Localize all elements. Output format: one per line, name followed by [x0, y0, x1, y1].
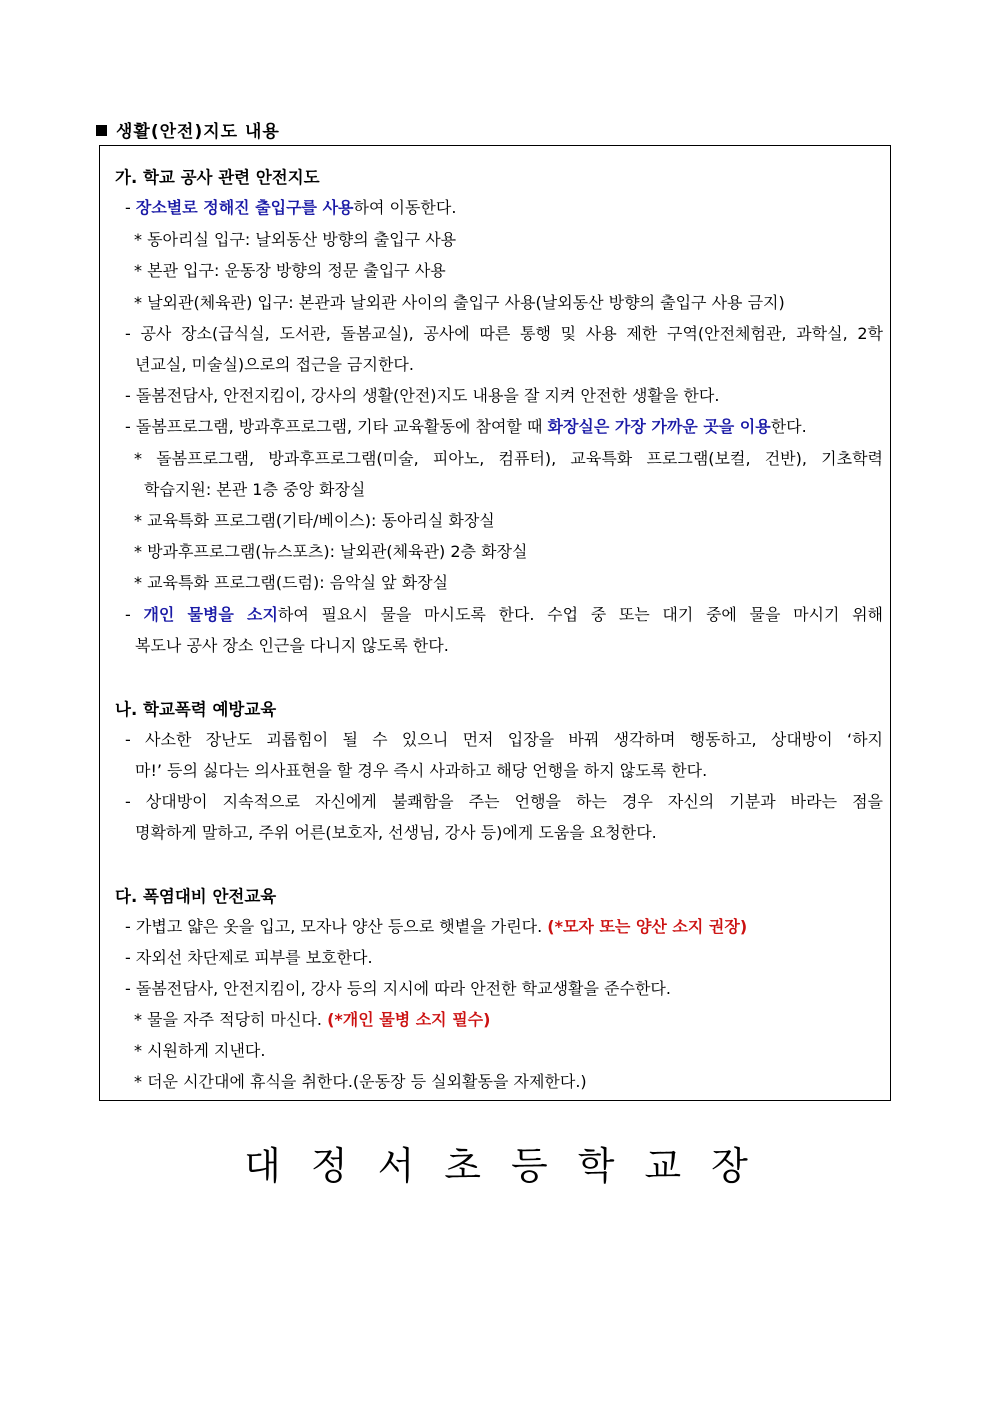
da-line-4 [134, 1007, 490, 1030]
na-line-3: - 상대방이 지속적으로 자신에게 불쾌함을 주는 언행을 하는 경우 자신의 기분과 바라는 점을 [125, 792, 883, 811]
da-line-2: - 자외선 차단제로 피부를 보호한다. [125, 948, 373, 967]
na-line-1: - 사소한 장난도 괴롭힘이 될 수 있으니 먼저 입장을 바꿔 생각하며 행동하고, 상대방이 ‘하지 [125, 730, 883, 749]
section-ga-title: 가. 학교 공사 관련 안전지도 [115, 168, 320, 187]
ga-line-10: 학습지원: 본관 1층 중앙 화장실 [144, 480, 366, 499]
ga-line-1-pre: - [125, 198, 136, 217]
ga-line-3: * 본관 입구: 운동장 방향의 정문 출입구 사용 [134, 261, 446, 280]
ga-line-8-pre: - 돌봄프로그램, 방과후프로그램, 기타 교육활동에 참여할 때 [125, 417, 548, 436]
da-line-1-emphasis: (*모자 또는 양산 소지 권장) [547, 917, 748, 936]
da-line-3: - 돌봄전담사, 안전지킴이, 강사 등의 지시에 따라 안전한 학교생활을 준수한다. [125, 979, 671, 998]
ga-line-8-post: 한다. [770, 417, 807, 436]
section-na-title: 나. 학교폭력 예방교육 [115, 700, 277, 719]
ga-line-13: * 교육특화 프로그램(드럼): 음악실 앞 화장실 [134, 573, 449, 592]
ga-line-14-emphasis: 개인 물병을 소지 [143, 605, 278, 624]
ga-line-5: - 공사 장소(급식실, 도서관, 돌봄교실), 공사에 따른 통행 및 사용 제한 구역(안전체험관, 과학실, 2학 [125, 324, 883, 343]
section-da-title: 다. 폭염대비 안전교육 [115, 887, 277, 906]
ga-line-8 [125, 414, 807, 437]
ga-line-14-pre: - [125, 605, 144, 624]
ga-line-7: - 돌봄전담사, 안전지킴이, 강사의 생활(안전)지도 내용을 잘 지켜 안전한 생활을 한다. [125, 386, 720, 405]
ga-line-15: 복도나 공사 장소 인근을 다니지 않도록 한다. [135, 636, 449, 655]
da-line-6: * 더운 시간대에 휴식을 취한다.(운동장 등 실외활동을 자제한다.) [134, 1072, 587, 1091]
ga-line-2: * 동아리실 입구: 날외동산 방향의 출입구 사용 [134, 230, 457, 249]
ga-line-8-emphasis: 화장실은 가장 가까운 곳을 이용 [547, 417, 771, 436]
ga-line-9: * 돌봄프로그램, 방과후프로그램(미술, 피아노, 컴퓨터), 교육특화 프로그램(보컬, 건반), 기초학력 [134, 449, 883, 468]
ga-line-6: 년교실, 미술실)으로의 접근을 금지한다. [135, 355, 414, 374]
ga-line-14 [125, 602, 883, 625]
da-line-1-pre: - 가볍고 얇은 옷을 입고, 모자나 양산 등으로 햇볕을 가린다. [125, 917, 548, 936]
square-bullet-icon [96, 125, 107, 136]
heading-text: 생활(안전)지도 내용 [116, 122, 280, 142]
da-line-4-pre: * 물을 자주 적당히 마신다. [134, 1010, 328, 1029]
da-line-1 [125, 914, 747, 937]
da-line-4-emphasis: (*개인 물병 소지 필수) [327, 1010, 491, 1029]
section-heading [96, 117, 280, 142]
ga-line-12: * 방과후프로그램(뉴스포츠): 날외관(체육관) 2층 화장실 [134, 542, 528, 561]
da-line-5: * 시원하게 지낸다. [134, 1041, 266, 1060]
na-line-4: 명확하게 말하고, 주위 어른(보호자, 선생님, 강사 등)에게 도움을 요청한다. [135, 823, 657, 842]
ga-line-11: * 교육특화 프로그램(기타/베이스): 동아리실 화장실 [134, 511, 495, 530]
ga-line-4: * 날외관(체육관) 입구: 본관과 날외관 사이의 출입구 사용(날외동산 방향의 출입구 사용 금지) [134, 293, 785, 312]
ga-line-1 [125, 195, 456, 218]
content-box [99, 145, 891, 1101]
ga-line-14-post: 하여 필요시 물을 마시도록 한다. 수업 중 또는 대기 중에 물을 마시기 위해 [277, 605, 884, 624]
ga-line-1-post: 하여 이동한다. [353, 198, 457, 217]
na-line-2: 마!’ 등의 싫다는 의사표현을 할 경우 즉시 사과하고 해당 언행을 하지 않도록 한다. [135, 761, 708, 780]
ga-line-1-emphasis: 장소별로 정해진 출입구를 사용 [135, 198, 354, 217]
principal-signature: 대정서초등학교장 [244, 1144, 778, 1188]
